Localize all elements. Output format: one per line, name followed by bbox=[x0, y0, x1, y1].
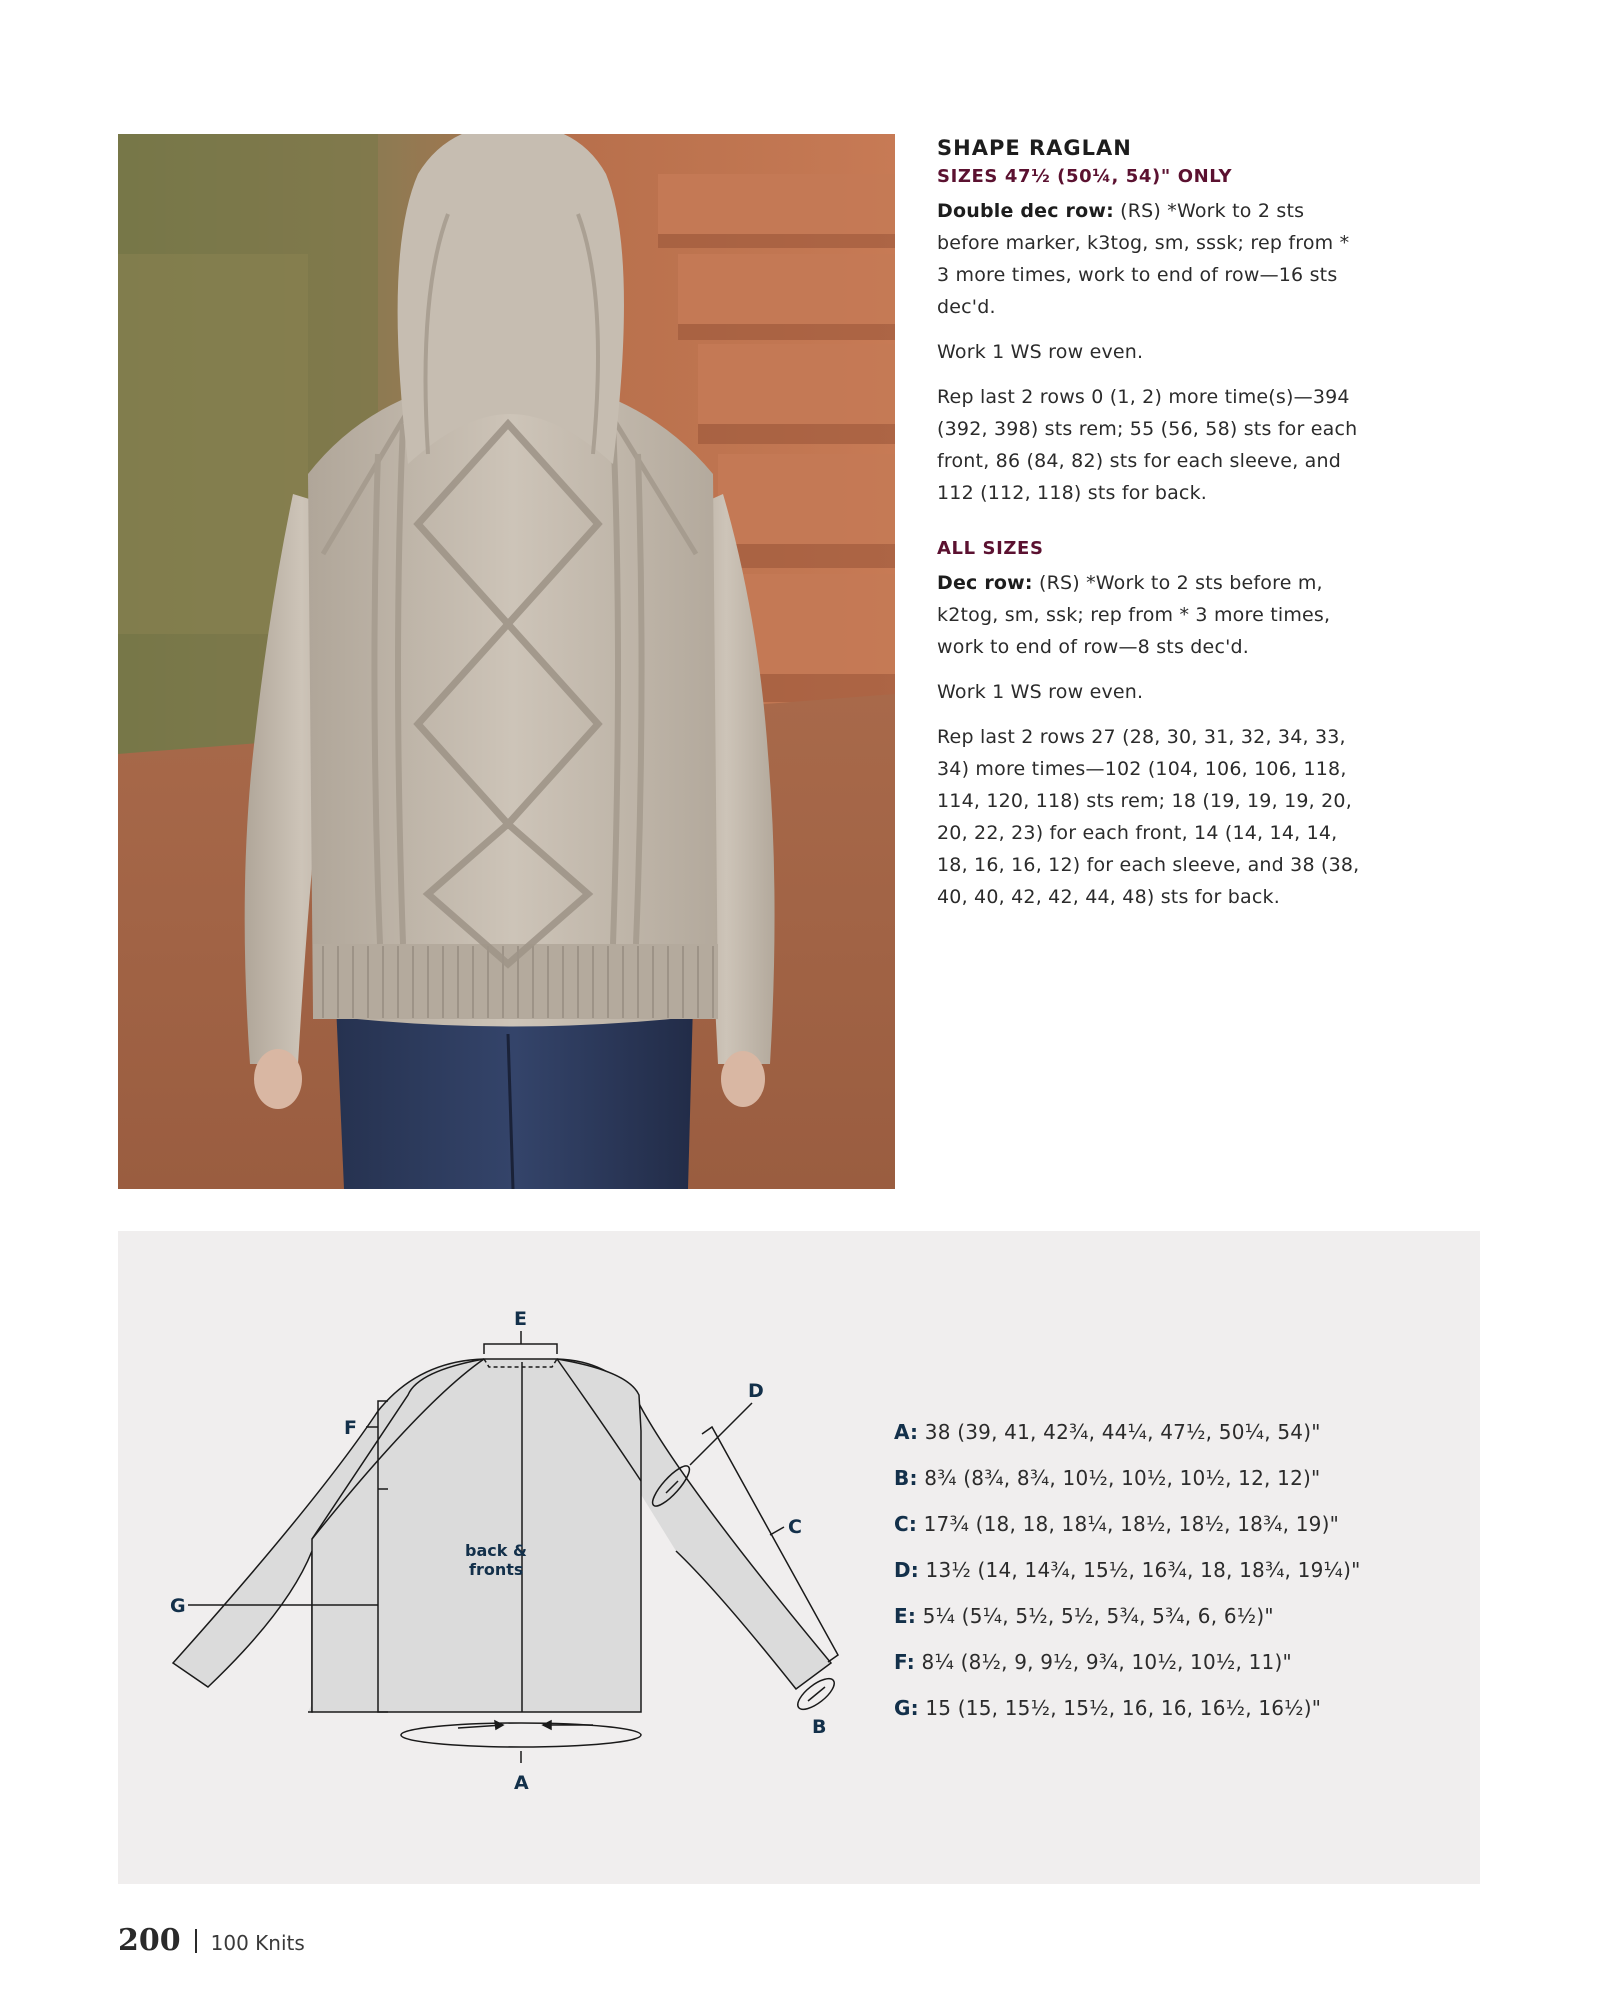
measurement-a: A: 38 (39, 41, 42¾, 44¼, 47½, 50¼, 54)" bbox=[894, 1420, 1321, 1444]
measurement-list bbox=[894, 1409, 1454, 1731]
body-label-line1: back & bbox=[465, 1541, 527, 1560]
measurement-e: E: 5¼ (5¼, 5½, 5½, 5¾, 5¾, 6, 6½)" bbox=[894, 1604, 1274, 1628]
double-dec-row-paragraph bbox=[937, 195, 1367, 323]
sweater-photo bbox=[118, 134, 895, 1189]
measurement-d: D: 13½ (14, 14¾, 15½, 16¾, 18, 18¾, 19¼)" bbox=[894, 1558, 1361, 1582]
measurement-c: C: 17¾ (18, 18, 18¼, 18½, 18½, 18¾, 19)" bbox=[894, 1512, 1340, 1536]
subsection-title-sizes: SIZES 47½ (50¼, 54)" ONLY bbox=[937, 166, 1233, 187]
page-footer bbox=[118, 1923, 305, 1959]
measurement-g: G: 15 (15, 15½, 15½, 16, 16, 16½, 16½)" bbox=[894, 1696, 1322, 1720]
label-d: D bbox=[748, 1380, 764, 1402]
dec-row-text: (RS) *Work to 2 sts before m, k2tog, sm, ssk; rep from * 3 more times, work to end of row—8 sts dec'd. bbox=[937, 572, 1331, 658]
measurement-f: F: 8¼ (8½, 9, 9½, 9¾, 10½, 10½, 11)" bbox=[894, 1650, 1292, 1674]
work-ws-row-paragraph-2: Work 1 WS row even. bbox=[937, 681, 1144, 703]
body-label-line2: fronts bbox=[469, 1560, 524, 1579]
label-e: E bbox=[514, 1308, 527, 1330]
repeat-rows-paragraph: Rep last 2 rows 0 (1, 2) more time(s)—394 (392, 398) sts rem; 55 (56, 58) sts for each front, 86 (84, 82) sts for each sleeve, and 112 (112, 118) sts for back. bbox=[937, 386, 1358, 504]
repeat-rows-paragraph-2: Rep last 2 rows 27 (28, 30, 31, 32, 34, 33, 34) more times—102 (104, 106, 106, 118, 114, 120, 118) sts rem; 18 (19, 19, 19, 20, 20, 22, 23) for each front, 14 (14, 14, 14, 18, 16, 16, 12) for each sleeve, and 38 (38, 40, 40, 42, 42, 44, 48) sts for back. bbox=[937, 726, 1360, 908]
subsection-title-all-sizes: ALL SIZES bbox=[937, 538, 1044, 559]
page-number: 200 bbox=[118, 1923, 181, 1958]
double-dec-row-label: Double dec row: bbox=[937, 200, 1114, 222]
dec-row-paragraph bbox=[937, 567, 1367, 663]
dec-row-label: Dec row: bbox=[937, 572, 1033, 594]
double-dec-row-text: (RS) *Work to 2 sts before marker, k3tog, sm, sssk; rep from * 3 more times, work to end of row—16 sts dec'd. bbox=[937, 200, 1350, 318]
label-b: B bbox=[812, 1716, 827, 1738]
sweater-schematic bbox=[118, 1231, 878, 1884]
book-title: 100 Knits bbox=[210, 1931, 305, 1955]
pattern-text-column bbox=[937, 136, 1367, 926]
sweater-photo-illustration bbox=[118, 134, 895, 1189]
label-a: A bbox=[514, 1772, 529, 1794]
measurement-b: B: 8¾ (8¾, 8¾, 10½, 10½, 10½, 12, 12)" bbox=[894, 1466, 1321, 1490]
schematic-panel bbox=[118, 1231, 1480, 1884]
neck-width-bracket bbox=[484, 1331, 557, 1354]
body-shape bbox=[312, 1359, 641, 1712]
label-f: F bbox=[344, 1417, 357, 1439]
label-c: C bbox=[788, 1516, 802, 1538]
hem-circumference-ellipse bbox=[401, 1723, 641, 1747]
footer-divider bbox=[195, 1929, 197, 1953]
label-g: G bbox=[170, 1595, 186, 1617]
work-ws-row-paragraph: Work 1 WS row even. bbox=[937, 341, 1144, 363]
section-title: SHAPE RAGLAN bbox=[937, 136, 1132, 160]
hem-arrows bbox=[458, 1721, 593, 1729]
